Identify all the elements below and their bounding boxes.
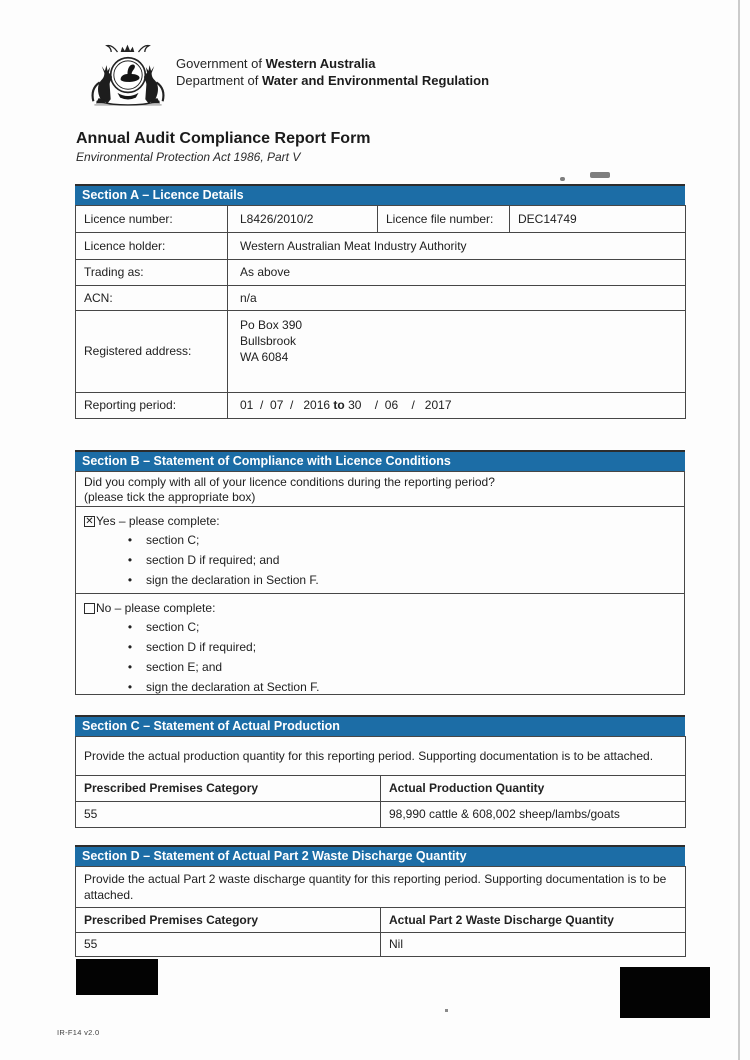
trading-as-value: As above — [228, 260, 686, 286]
list-item: • sign the declaration in Section F. — [114, 570, 676, 590]
department-line: Department of Water and Environmental Regulation — [176, 73, 490, 88]
table-row — [76, 260, 686, 286]
column-header: Prescribed Premises Category — [76, 908, 381, 933]
section-b-header: Section B – Statement of Compliance with Licence Conditions — [75, 450, 685, 471]
list-item: • section C; — [114, 530, 676, 550]
table-row — [76, 206, 686, 233]
list-item: • sign the declaration at Section F. — [114, 677, 676, 697]
bullet-icon: • — [127, 620, 133, 634]
section-d-table — [75, 866, 686, 957]
trading-as-label: Trading as: — [76, 260, 228, 286]
list-item: • section D if required; and — [114, 550, 676, 570]
yes-option-block — [76, 507, 684, 594]
table-row — [76, 933, 686, 957]
scan-artifact — [445, 1009, 448, 1012]
licence-number-label: Licence number: — [76, 206, 228, 233]
production-quantity-value: 98,990 cattle & 608,002 sheep/lambs/goats — [381, 802, 686, 828]
registered-address-value: Po Box 390 Bullsbrook WA 6084 — [228, 311, 686, 393]
bullet-icon: • — [127, 660, 133, 674]
column-header: Actual Production Quantity — [381, 776, 686, 802]
licence-holder-value: Western Australian Meat Industry Authority — [228, 233, 686, 260]
government-header — [176, 55, 489, 89]
page-title: Annual Audit Compliance Report Form — [76, 130, 371, 147]
column-header: Prescribed Premises Category — [76, 776, 381, 802]
table-row — [76, 802, 686, 828]
section-d-intro: Provide the actual Part 2 waste discharge quantity for this reporting period. Supporting documentation is to be attached. — [76, 867, 686, 908]
premises-category-value: 55 — [76, 933, 381, 957]
table-row — [76, 311, 686, 393]
table-row — [76, 908, 686, 933]
reporting-period-label: Reporting period: — [76, 393, 228, 419]
licence-file-number-label: Licence file number: — [378, 206, 510, 233]
column-header: Actual Part 2 Waste Discharge Quantity — [381, 908, 686, 933]
bullet-icon: • — [127, 680, 133, 694]
premises-category-value: 55 — [76, 802, 381, 828]
acn-label: ACN: — [76, 286, 228, 311]
acn-value: n/a — [228, 286, 686, 311]
no-checkbox — [84, 603, 95, 614]
waste-discharge-value: Nil — [381, 933, 686, 957]
bullet-icon: • — [127, 640, 133, 654]
no-option-block — [76, 594, 684, 694]
no-option-label: No – please complete: — [96, 601, 216, 615]
table-row — [76, 233, 686, 260]
bullet-icon: • — [127, 573, 133, 587]
licence-file-number-value: DEC14749 — [510, 206, 686, 233]
section-b-body — [75, 471, 685, 695]
licence-number-value: L8426/2010/2 — [228, 206, 378, 233]
section-c-table — [75, 736, 686, 828]
section-c-intro: Provide the actual production quantity for this reporting period. Supporting documentation is to be attached. — [76, 737, 686, 776]
yes-checkbox-mark: ✕ — [85, 515, 94, 527]
section-c-header: Section C – Statement of Actual Production — [75, 715, 685, 736]
page-subtitle: Environmental Protection Act 1986, Part V — [76, 150, 301, 164]
bullet-icon: • — [127, 533, 133, 547]
bullet-icon: • — [127, 553, 133, 567]
wa-coat-of-arms-icon — [86, 40, 170, 108]
yes-checkbox — [84, 516, 95, 527]
table-row — [76, 867, 686, 908]
section-a-table — [75, 205, 686, 419]
list-item: • section E; and — [114, 657, 676, 677]
table-row — [76, 286, 686, 311]
list-item: • section D if required; — [114, 637, 676, 657]
yes-option-label: Yes – please complete: — [96, 514, 220, 528]
form-version-code: IR-F14 v2.0 — [57, 1028, 100, 1037]
table-row — [76, 776, 686, 802]
section-d-header: Section D – Statement of Actual Part 2 Waste Discharge Quantity — [75, 845, 685, 866]
compliance-question: Did you comply with all of your licence conditions during the reporting period? (please tick the appropriate box) — [76, 472, 684, 507]
licence-holder-label: Licence holder: — [76, 233, 228, 260]
section-a-header: Section A – Licence Details — [75, 184, 685, 205]
registered-address-label: Registered address: — [76, 311, 228, 393]
reporting-period-value: 01 / 07 / 2016 to 30 / 06 / 2017 — [228, 393, 686, 419]
scan-edge-line — [738, 0, 740, 1060]
scan-artifact — [590, 172, 610, 178]
list-item: • section C; — [114, 617, 676, 637]
table-row — [76, 393, 686, 419]
scan-artifact — [560, 177, 565, 181]
table-row — [76, 737, 686, 776]
redaction-box-left — [76, 959, 158, 995]
redaction-box-right — [620, 967, 710, 1018]
government-line: Government of Western Australia — [176, 56, 376, 71]
